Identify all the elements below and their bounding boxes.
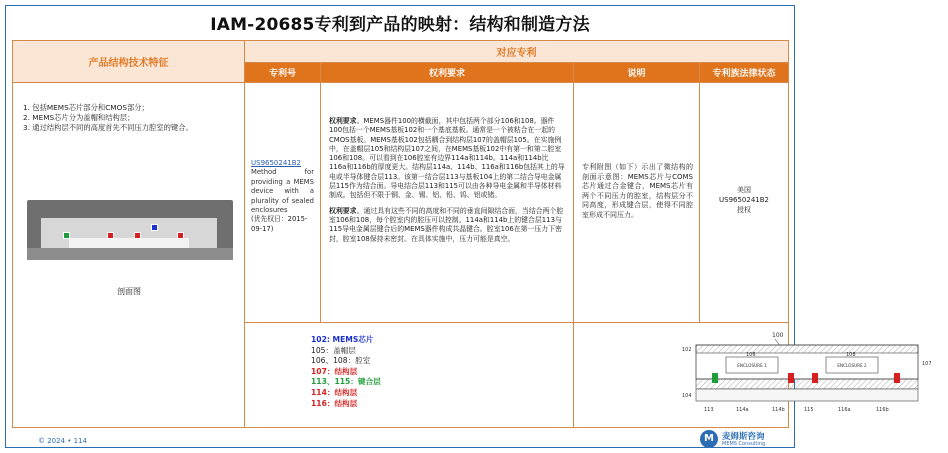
logo-text-en: MEMS Consulting (722, 441, 766, 447)
svg-text:104: 104 (682, 393, 692, 399)
patent-description: Method for providing a MEMS device with a plurality of sealed enclosures (251, 168, 314, 215)
feature-item: 2. MEMS芯片分为盖帽和结构层； (23, 113, 135, 122)
header-patent-group: 对应专利 (245, 41, 789, 63)
svg-text:102: 102 (682, 347, 692, 353)
footer-copyright: © 2024 • 114 (38, 437, 87, 445)
header-feature: 产品结构技术特征 (13, 41, 245, 83)
company-logo (700, 428, 792, 450)
legend-item: 113、115：键合层 (311, 377, 381, 387)
legend-item: 102: MEMS芯片 (311, 335, 374, 344)
legend-item: 114：结构层 (311, 387, 358, 397)
svg-text:108: 108 (846, 352, 856, 358)
logo-text-cn: 麦姆斯咨询 (722, 432, 765, 442)
note-cell: 专利附图（如下）示出了微结构的剖面示意图：MEMS芯片与COMS芯片通过合金键合，MEMS芯片有两个不同压力的腔室，结构层分不同高度，形成键合层，使得不同腔室形成不同压力。 (574, 83, 700, 323)
patent-figure (576, 325, 948, 421)
legend-item: 105：盖帽层 (311, 345, 356, 355)
marker-red (107, 232, 114, 239)
marker-red (134, 232, 141, 239)
claims-text: 。MEMS器件100的横截面，其中包括两个部分106和108。器件100包括一个MEMS基板102和一个基底基板。通常是一个被粘合在一起的CMOS基板。MEMS基板102包括耦合到结构层107的盖帽层105。在实施例中，在盖帽层105和结构层107之间，在MEMS基板102中有第一和第二腔室106和108。可以看到在106腔室有边界114a和114b。114a和114b比116a和116b的厚度更大。结构层114a、114b、116a和116b包括其上的导电或半导体键合层113。该第一结合层113与基板104上的第二结合导电金属层115作为结合面。导电结合层113和115可以由各种导电金属和半导体材料制成。包括但不限于铜、金、锡、铝、铅、钨、铝或锗。 (329, 117, 565, 200)
bond-layer-mark (712, 373, 718, 383)
patent-cell (245, 83, 321, 323)
enclosure-2-label: ENCLOSURE 2 (837, 363, 867, 368)
cross-section-caption: 剖面图 (117, 287, 141, 296)
base-substrate (696, 389, 918, 401)
svg-text:113: 113 (704, 407, 714, 413)
svg-text:116b: 116b (876, 407, 889, 413)
header-status: 专利族法律状态 (700, 63, 789, 83)
patent-figure-cell (574, 323, 932, 428)
marker-blue (151, 224, 158, 231)
marker-green (63, 232, 70, 239)
svg-text:116a: 116a (838, 407, 851, 413)
claims-label: 权利要求 (329, 117, 357, 125)
header-patent-number: 专利号 (245, 63, 321, 83)
svg-text:114a: 114a (736, 407, 749, 413)
patent-priority-date: (优先权日：2015-09-17) (251, 215, 308, 233)
marker-red (177, 232, 184, 239)
legend-cell (245, 323, 574, 428)
claims-label: 权利要求 (329, 206, 357, 215)
svg-text:115: 115 (804, 407, 814, 413)
slide-title: IAM-20685专利到产品的映射：结构和制造方法 (210, 15, 590, 35)
legend-item: 116：结构层 (311, 398, 358, 408)
feature-item: 3. 通过结构层不同的高度首先不同压力腔室的键合。 (23, 123, 193, 132)
enclosure-1-label: ENCLOSURE 1 (737, 363, 767, 368)
svg-text:107: 107 (922, 361, 932, 367)
svg-text:106: 106 (746, 352, 756, 358)
status-cell (700, 83, 789, 323)
claims-cell (321, 83, 574, 323)
mapping-table (12, 40, 932, 428)
header-note: 说明 (574, 63, 700, 83)
structure-mark (894, 373, 900, 383)
header-claims: 权利要求 (321, 63, 574, 83)
patent-link[interactable]: US9650241B2 (251, 159, 301, 167)
feature-list (23, 103, 236, 133)
feature-cell (13, 83, 245, 428)
status-number: US9650241B2 (719, 196, 769, 204)
legend-item: 107：结构层 (311, 366, 358, 376)
legend-item: 106、108：腔室 (311, 356, 371, 366)
svg-text:114b: 114b (772, 407, 785, 413)
feature-item: 1. 包括MEMS芯片部分和CMOS部分； (23, 103, 149, 112)
status-country: 美国 (737, 186, 751, 194)
claims-text: 。通过具有这些不同的高度和不同的垂直间隙结合面，当结合两个腔室106和108，每个腔室内的腔压可以控制。114a和114b上的键合层113与115导电金属层键合后的MEMS器件构成共晶键合。腔室106在第一压力下密封，腔室108保持未密封。在具体实施中，压力可能是真空。 (329, 206, 564, 243)
structure-mark (812, 373, 818, 383)
cross-section-image (27, 200, 233, 260)
figure-ref-100: 100 (772, 332, 784, 339)
logo-mark: M (700, 430, 718, 448)
status-state: 授权 (737, 206, 751, 214)
structure-mark (788, 373, 794, 383)
